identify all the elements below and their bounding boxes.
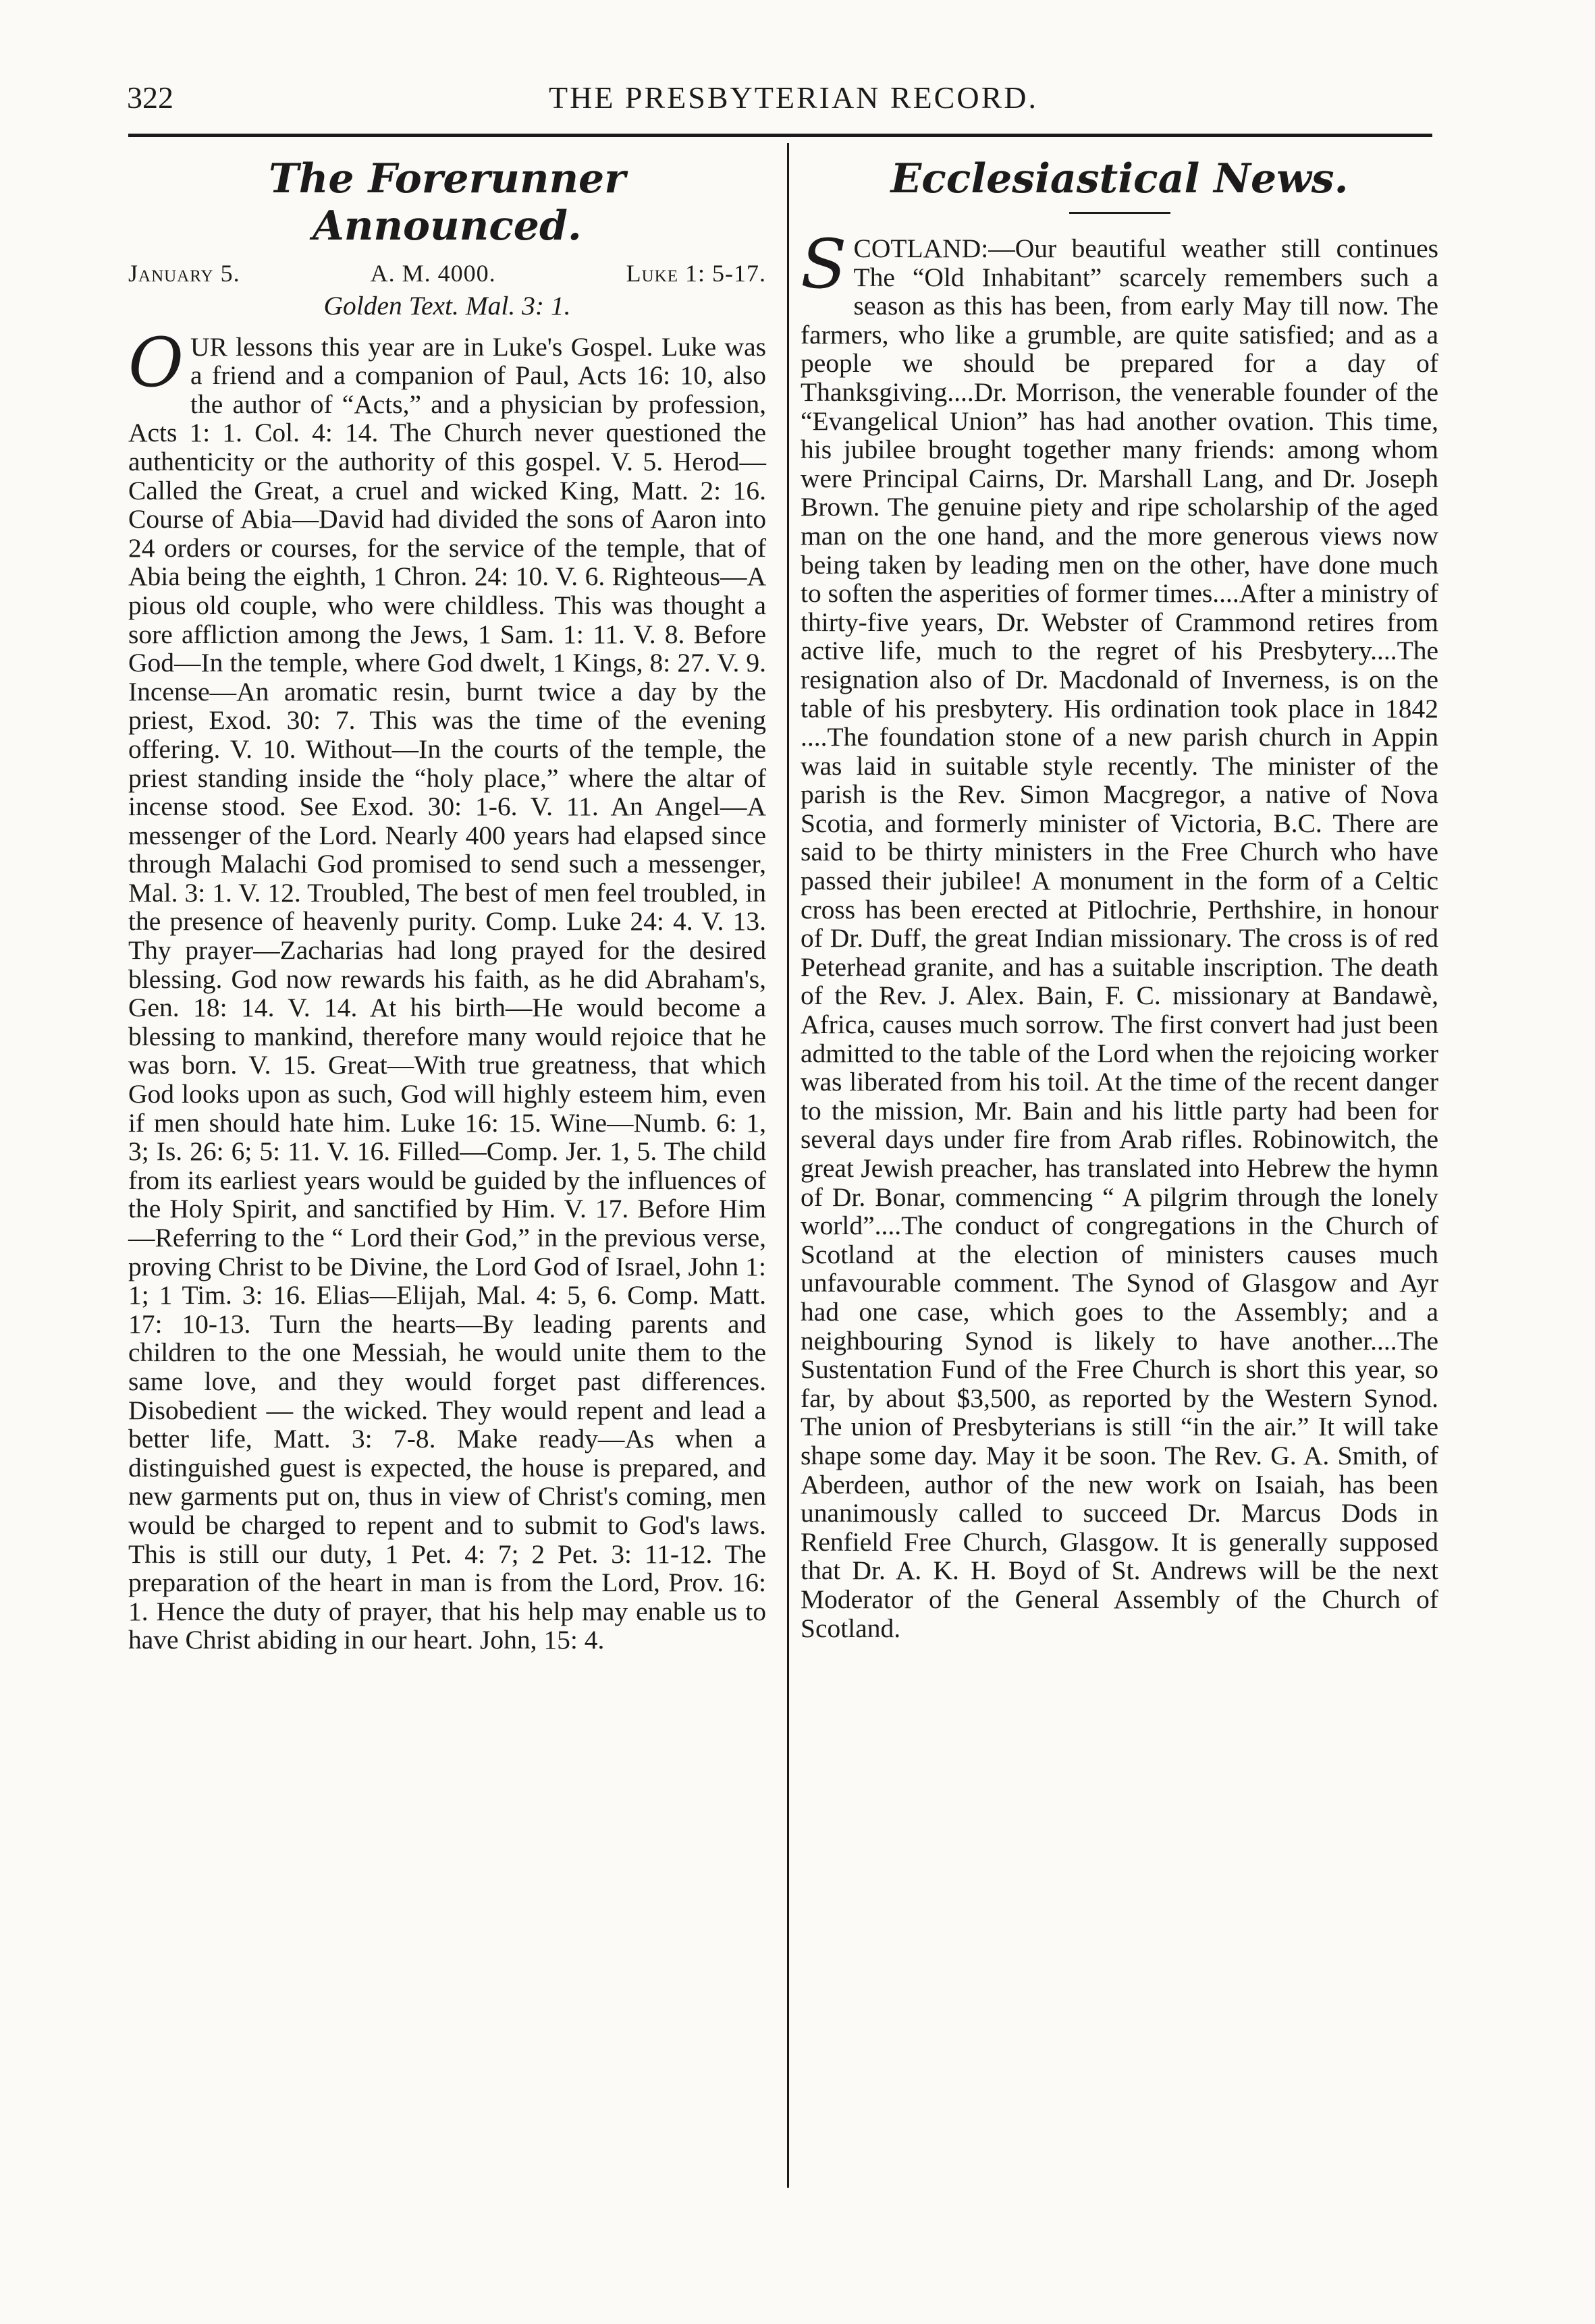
lesson-heading: The Forerunner Announced. bbox=[269, 155, 626, 250]
page-header bbox=[127, 80, 1460, 120]
running-title: THE PRESBYTERIAN RECORD. bbox=[549, 80, 1038, 115]
lesson-reference: Luke 1: 5-17. bbox=[626, 260, 766, 287]
lesson-date: January 5. bbox=[128, 260, 240, 287]
drop-cap-initial: S bbox=[801, 225, 847, 304]
heading-rule bbox=[1069, 212, 1170, 214]
page-number: 322 bbox=[127, 80, 173, 115]
lesson-year: A. M. 4000. bbox=[370, 260, 496, 287]
golden-text: Golden Text. Mal. 3: 1. bbox=[323, 291, 571, 321]
right-column bbox=[801, 155, 1438, 1642]
news-body: COTLAND:—Our beautiful weather still continues The “Old Inhabitant” scarcely remembers such a season as this has been, from early May till now. The farmers, who like a grumble, are quite satisfied; and as a people we should be prepared for a day of Thanksgiving....Dr. Morrison, the venerable founder of the “Evangelical Union” has had another ovation. This time, his jubilee brought together many friends: among whom were Principal Cairns, Dr. Marshall Lang, and Dr. Joseph Brown. The genuine piety and ripe scholarship of the aged man on the one hand, and the more generous views now being taken by leading men on the other, have done much to soften the asperities of former times....After a ministry of thirty-five years, Dr. Webster of Crammond retires from active life, much to the regret of his Presbytery....The resignation also of Dr. Macdonald of Inverness, is on the table of his presbytery. His ordination took place in 1842 ....The foundation stone of a new parish church in Appin was laid in suitable style recently. The minister of the parish is the Rev. Simon Macgregor, a native of Nova Scotia, and formerly minister of Victoria, B.C. There are said to be thirty ministers in the Free Church who have passed their jubilee! A monument in the form of a Celtic cross has been erected at Pitlochrie, Perthshire, in honour of Dr. Duff, the great Indian missionary. The cross is of red Peterhead granite, and has a suitable inscription. The death of the Rev. J. Alex. Bain, F. C. missionary at Bandawè, Africa, causes much sorrow. The first convert had just been admitted to the table of the Lord when the rejoicing worker was liberated from his toil. At the time of the recent danger to the mission, Mr. Bain and his little party had been for several days under fire from Arab rifles. Robinowitch, the great Jewish preacher, has translated into Hebrew the hymn of Dr. Bonar, commencing “ A pilgrim through the lonely world”....The conduct of congregations in the Church of Scotland at the election of ministers causes much unfavourable comment. The Synod of Glasgow and Ayr had one case, which goes to the Assembly; and a neighbouring Synod is likely to have another....The Sustentation Fund of the Free Church is short this year, so far, by about $3,500, as reported by the Western Synod. The union of Presbyterians is still “in the air.” It will take shape some day. May it be soon. The Rev. G. A. Smith, of Aberdeen, author of the new work on Isaiah, has been unanimously called to succeed Dr. Marcus Dods in Renfield Free Church, Glasgow. It is generally supposed that Dr. A. K. H. Boyd of St. Andrews will be the next Moderator of the General Assembly of the Church of Scotland. bbox=[801, 233, 1438, 1643]
drop-cap-initial: O bbox=[128, 323, 184, 402]
column-divider bbox=[787, 143, 789, 2188]
lesson-meta bbox=[128, 259, 766, 287]
lesson-article bbox=[128, 323, 766, 1655]
lesson-body: UR lessons this year are in Luke's Gospel. Luke was a friend and a companion of Paul, Acts 16: 10, also the author of “Acts,” and a physician by profession, Acts 1: 1. Col. 4: 14. The Church never questioned the authenticity or the authority of this gospel. V. 5. Herod—Called the Great, a cruel and wicked King, Matt. 2: 16. Course of Abia—David had divided the sons of Aaron into 24 orders or courses, for the service of the temple, that of Abia being the eighth, 1 Chron. 24: 10. V. 6. Righteous—A pious old couple, who were childless. This was thought a sore affliction among the Jews, 1 Sam. 1: 11. V. 8. Before God—In the temple, where God dwelt, 1 Kings, 8: 27. V. 9. Incense—An aromatic resin, burnt twice a day by the priest, Exod. 30: 7. This was the time of the evening offering. V. 10. Without—In the courts of the temple, the priest standing inside the “holy place,” where the altar of incense stood. See Exod. 30: 1-6. V. 11. An Angel—A messenger of the Lord. Nearly 400 years had elapsed since through Malachi God promised to send such a messenger, Mal. 3: 1. V. 12. Troubled, The best of men feel troubled, in the presence of heavenly purity. Comp. Luke 24: 4. V. 13. Thy prayer—Zacharias had long prayed for the desired blessing. God now rewards his faith, as he did Abraham's, Gen. 18: 14. V. 14. At his birth—He would become a blessing to mankind, therefore many would rejoice that he was born. V. 15. Great—With true greatness, that which God looks upon as such, God will highly esteem him, even if men should hate him. Luke 16: 15. Wine—Numb. 6: 1, 3; Is. 26: 6; 5: 11. V. 16. Filled—Comp. Jer. 1, 5. The child from its earliest years would be guided by the influences of the Holy Spirit, and sanctified by Him. V. 17. Before Him—Referring to the “ Lord their God,” in the previous verse, proving Christ to be Divine, the Lord God of Israel, John 1: 1; 1 Tim. 3: 16. Elias—Elijah, Mal. 4: 5, 6. Comp. Matt. 17: 10-13. Turn the hearts—By leading parents and children to the one Messiah, he would unite them to the same love, and they would forget past differences. Disobedient — the wicked. They would repent and lead a better life, Matt. 3: 7-8. Make ready—As when a distinguished guest is expected, the house is prepared, and new garments put on, thus in view of Christ's coming, men would be charged to repent and to submit to God's laws. This is still our duty, 1 Pet. 4: 7; 2 Pet. 3: 11-12. The preparation of the heart in man is from the Lord, Prov. 16: 1. Hence the duty of prayer, that his help may enable us to have Christ abiding in our heart. John, 15: 4. bbox=[128, 331, 766, 1655]
news-article bbox=[801, 225, 1438, 1643]
left-column bbox=[128, 155, 766, 1655]
news-heading: Ecclesiastical News. bbox=[890, 155, 1349, 202]
header-rule bbox=[128, 134, 1432, 137]
